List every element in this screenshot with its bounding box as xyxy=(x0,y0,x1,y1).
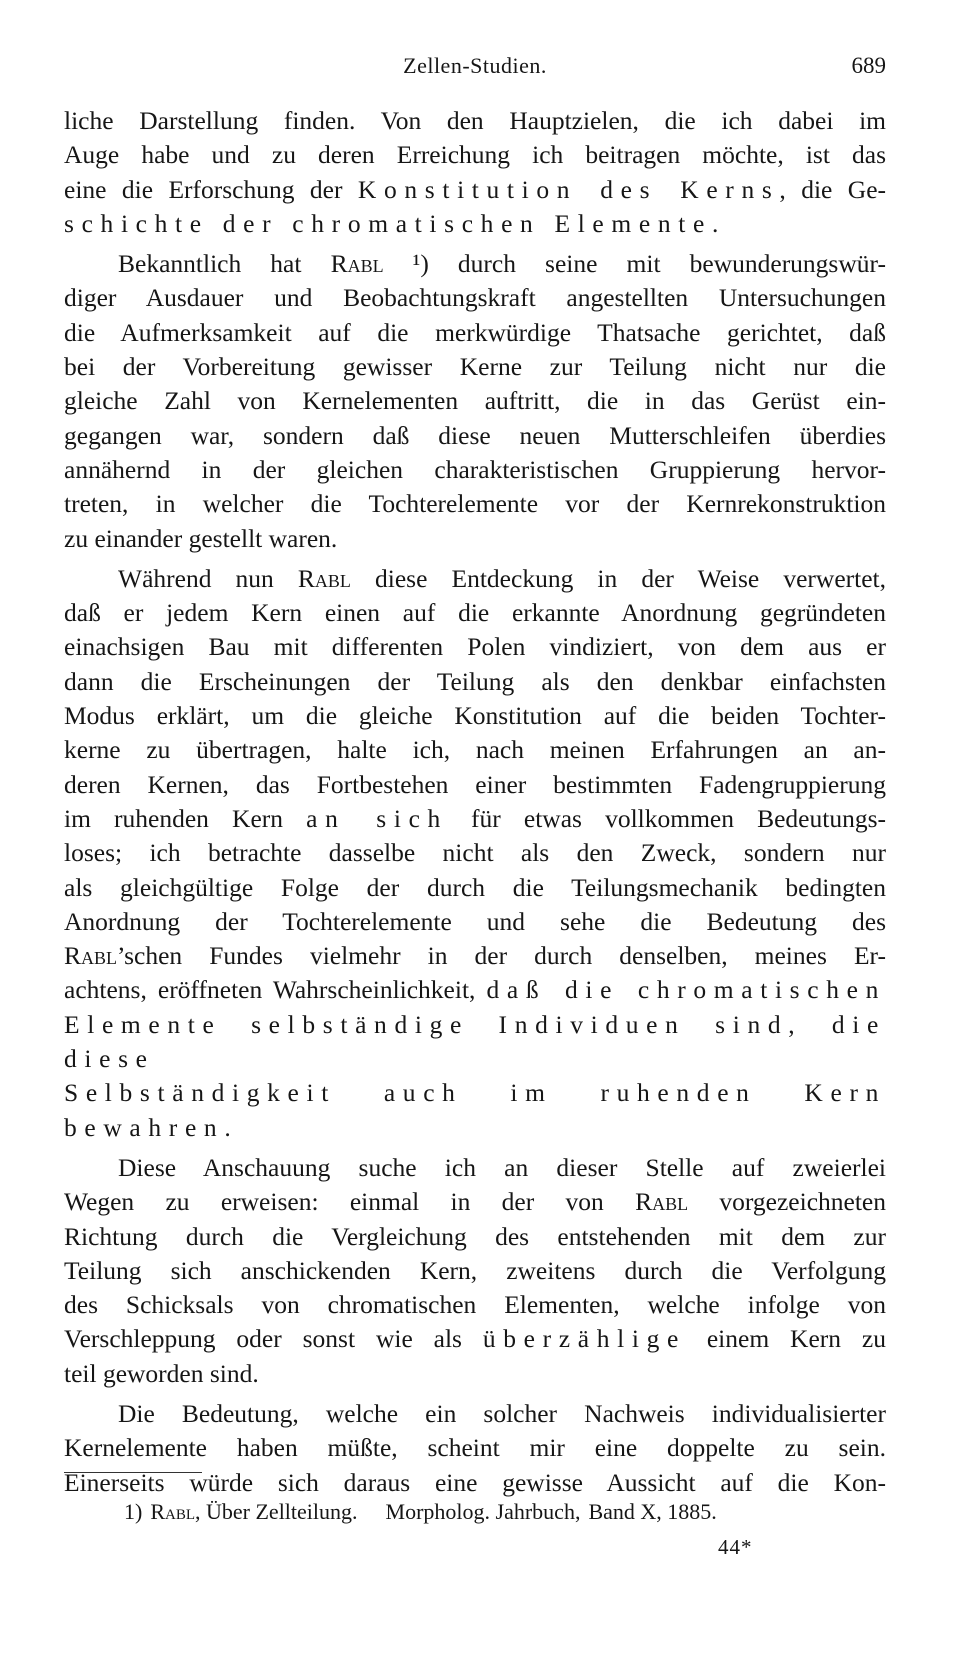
text-line xyxy=(64,1008,886,1077)
text-line xyxy=(64,699,886,733)
text-run: als gleichgültige Folge der durch die Teilungsmechanik bedingten xyxy=(64,872,886,902)
text-run: ¹) durch seine mit bewunderungswür- xyxy=(383,249,886,279)
text-run: des Schicksals von chromatischen Elementen, welche infolge von xyxy=(64,1290,886,1320)
running-header xyxy=(64,50,886,82)
spaced-emphasis: schichte der chromatischen Elemente xyxy=(64,208,712,238)
text-run: loses; ich betrachte dasselbe nicht als den Zweck, sondern nur xyxy=(64,838,886,868)
text-run: für etwas vollkommen Bedeutungs- xyxy=(447,803,886,833)
text-run: bei der Vorbereitung gewisser Kerne zur Teilung nicht nur die xyxy=(64,352,886,382)
text-line xyxy=(64,1076,886,1145)
author-name: Rabl xyxy=(635,1187,689,1217)
text-run: Verschleppung oder sonst wie als xyxy=(64,1324,483,1354)
text-line xyxy=(64,522,886,556)
text-line xyxy=(64,173,886,207)
body-text xyxy=(64,104,886,1500)
spaced-emphasis: an sich xyxy=(306,803,448,833)
text-line xyxy=(64,836,886,870)
text-line xyxy=(64,138,886,172)
text-line xyxy=(64,419,886,453)
text-run: annähernd in der gleichen charakteristischen Gruppierung hervor- xyxy=(64,454,886,484)
spaced-emphasis: Selbständigkeit auch im ruhenden Kern bewahren xyxy=(64,1078,886,1142)
text-run: Wegen zu erweisen: einmal in der von xyxy=(64,1187,636,1217)
text-run: , die Ge- xyxy=(779,174,886,204)
text-run: Kernelemente haben müßte, scheint mir eine doppelte zu sein. xyxy=(64,1433,886,1463)
text-run: teil geworden sind. xyxy=(64,1358,259,1388)
paragraph-start-line xyxy=(64,1151,886,1185)
text-run: einachsigen Bau mit differenten Polen vindiziert, von dem aus er xyxy=(64,632,886,662)
footnote xyxy=(124,1497,725,1527)
text-line xyxy=(64,384,886,418)
text-line xyxy=(64,871,886,905)
spaced-emphasis: Elemente selbständige Individuen sind, die diese xyxy=(64,1009,886,1074)
text-run: Anordnung der Tochterelemente und sehe die Bedeutung des xyxy=(64,906,886,936)
text-line xyxy=(64,104,886,138)
text-line xyxy=(64,281,886,315)
footnote-title: , Über Zellteilung. xyxy=(195,1499,358,1524)
text-run: ’schen Fundes vielmehr in der durch denselben, meines Er- xyxy=(117,941,886,971)
text-line xyxy=(64,350,886,384)
text-line xyxy=(64,316,886,350)
author-name: Rabl xyxy=(330,249,384,279)
text-line xyxy=(64,733,886,767)
text-line xyxy=(64,665,886,699)
text-run: gleiche Zahl von Kernelementen auftritt, die in das Gerüst ein- xyxy=(64,386,886,416)
text-run: daß er jedem Kern einen auf die erkannte Anordnung gegründeten xyxy=(64,598,886,628)
text-run: treten, in welcher die Tochterelemente vor der Kernrekonstruktion xyxy=(64,489,886,519)
text-line xyxy=(64,1431,886,1465)
text-run: Modus erklärt, um die gleiche Konstitution auf die beiden Tochter- xyxy=(64,701,886,731)
spaced-emphasis: überzählige xyxy=(482,1324,686,1354)
text-line xyxy=(64,1220,886,1254)
paragraph-start-line xyxy=(64,1397,886,1431)
text-line xyxy=(64,939,886,973)
text-run: Die Bedeutung, welche ein solcher Nachweis individualisierter xyxy=(118,1398,886,1428)
text-run: diese Entdeckung in der Weise verwertet, xyxy=(350,563,886,593)
text-line xyxy=(64,487,886,521)
author-name: Rabl xyxy=(64,941,118,971)
text-line xyxy=(64,453,886,487)
text-run: einem Kern zu xyxy=(685,1324,886,1354)
text-line xyxy=(64,1322,886,1356)
spaced-emphasis: Konstitution des Kerns xyxy=(357,174,780,204)
text-run: im ruhenden Kern xyxy=(64,803,307,833)
text-run: deren Kernen, das Fortbestehen einer bestimmten Fadengruppierung xyxy=(64,769,886,799)
text-run: kerne zu übertragen, halte ich, nach meinen Erfahrungen an an- xyxy=(64,735,886,765)
text-run: zu einander gestellt waren. xyxy=(64,523,338,553)
footnote-volume: Band X, 1885. xyxy=(588,1499,717,1524)
author-name: Rabl xyxy=(297,563,351,593)
text-line xyxy=(64,1185,886,1219)
footnote-author: Rabl xyxy=(150,1499,196,1524)
text-run: liche Darstellung finden. Von den Hauptzielen, die ich dabei im xyxy=(64,106,886,135)
text-run: dann die Erscheinungen der Teilung als den denkbar einfachsten xyxy=(64,666,886,696)
text-line xyxy=(64,1357,886,1391)
text-run: diger Ausdauer und Beobachtungskraft angestellten Untersuchungen xyxy=(64,283,886,313)
signature-mark: 44* xyxy=(718,1535,753,1559)
spaced-emphasis: daß die chromatischen xyxy=(486,975,886,1005)
text-line xyxy=(64,1254,886,1288)
text-line xyxy=(64,768,886,802)
text-run: Diese Anschauung suche ich an dieser Stelle auf zweierlei xyxy=(118,1152,886,1182)
running-title: Zellen-Studien. xyxy=(403,53,547,78)
text-run: eine die Erforschung der xyxy=(64,174,358,204)
text-run: achtens, eröffneten Wahrscheinlichkeit, xyxy=(64,975,487,1005)
page-number: 689 xyxy=(851,53,886,78)
text-line xyxy=(64,596,886,630)
text-line xyxy=(64,1466,886,1500)
text-line xyxy=(64,207,886,241)
footnote-marker: 1) xyxy=(124,1499,143,1524)
paragraph-start-line xyxy=(64,247,886,281)
text-run: . xyxy=(711,208,719,238)
text-run: Während nun xyxy=(118,563,298,593)
text-run: Bekanntlich hat xyxy=(118,249,331,279)
text-run: . xyxy=(224,1112,231,1142)
footnote-rule xyxy=(64,1472,202,1473)
text-run: Einerseits würde sich daraus eine gewisse Aussicht auf die Kon- xyxy=(64,1467,886,1497)
text-run: Teilung sich anschickenden Kern, zweitens durch die Verfolgung xyxy=(64,1255,886,1285)
paragraph-start-line xyxy=(64,562,886,596)
text-run: gegangen war, sondern daß diese neuen Mutterschleifen überdies xyxy=(64,420,886,450)
text-line xyxy=(64,802,886,836)
text-run: vorgezeichneten xyxy=(688,1187,886,1217)
footnote-journal: Morpholog. Jahrbuch, xyxy=(385,1499,581,1524)
text-line xyxy=(64,1288,886,1322)
text-run: Richtung durch die Vergleichung des entstehenden mit dem zur xyxy=(64,1221,886,1251)
text-line xyxy=(64,630,886,664)
text-run: die Aufmerksamkeit auf die merkwürdige Thatsache gerichtet, daß xyxy=(64,317,886,347)
text-line xyxy=(64,973,886,1007)
text-run: Auge habe und zu deren Erreichung ich beitragen möchte, ist das xyxy=(64,140,886,170)
text-line xyxy=(64,905,886,939)
